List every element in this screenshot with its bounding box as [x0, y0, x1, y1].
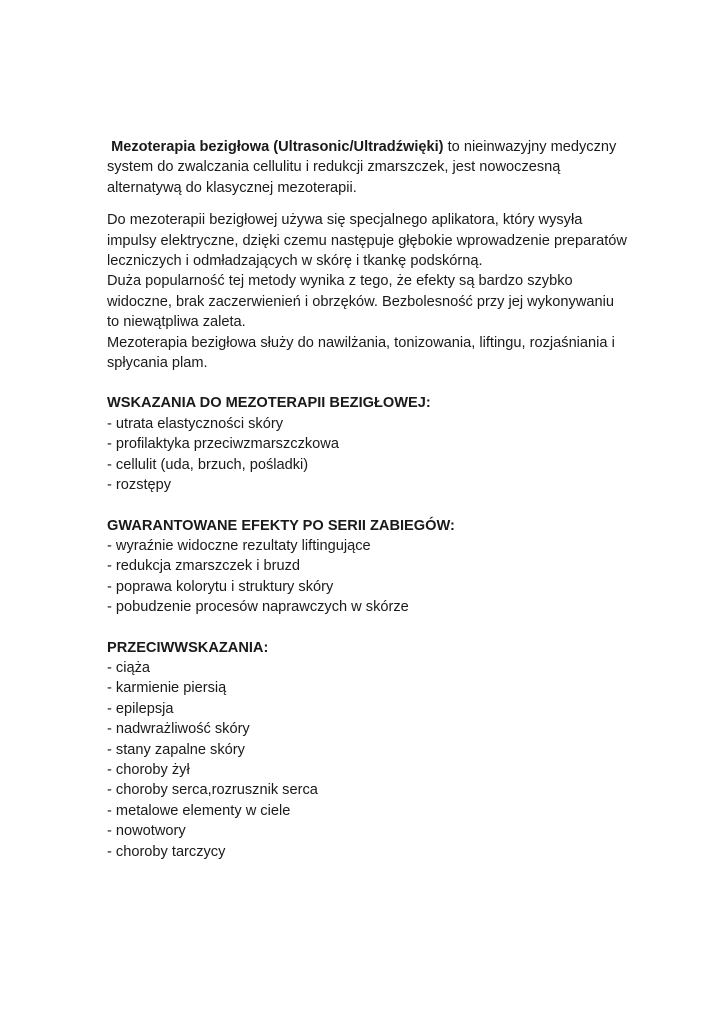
description-paragraph-2: Duża popularność tej metody wynika z tego, że efekty są bardzo szybko widoczne, brak zaczerwienień i obrzęków. Bezbolesność przy jej wykonywaniu to niewątpliwa zaleta. [107, 273, 614, 331]
list-item: - wyraźnie widoczne rezultaty liftingujące [107, 537, 371, 554]
effects-section [107, 516, 627, 618]
contraindications-heading: PRZECIWWSKAZANIA: [107, 639, 269, 656]
intro-text: to nieinwazyjny medyczny system do zwalczania cellulitu i redukcji zmarszczek, jest nowoczesną alternatywą do klasycznej mezoterapii. [107, 139, 617, 196]
description-paragraph-3: Mezoterapia bezigłowa służy do nawilżania, tonizowania, liftingu, rozjaśniania i spłycania plam. [107, 334, 615, 372]
list-item: - rozstępy [107, 477, 172, 494]
indications-heading: WSKAZANIA DO MEZOTERAPII BEZIGŁOWEJ: [107, 395, 431, 412]
intro-bold-lead: Mezoterapia bezigłowa (Ultrasonic/Ultradźwięki) [111, 139, 444, 155]
list-item: - nowotwory [107, 823, 186, 840]
list-item: - ciąża [107, 659, 150, 676]
effects-heading: GWARANTOWANE EFEKTY PO SERII ZABIEGÓW: [107, 517, 455, 534]
indications-section [107, 393, 627, 495]
contraindications-section [107, 638, 627, 862]
description-paragraph-1: Do mezoterapii bezigłowej używa się specjalnego aplikatora, który wysyła impulsy elektryczne, dzięki czemu następuje głębokie wprowadzenie preparatów leczniczych i odmładzających w skórę i tkankę podskórną. [107, 212, 627, 270]
list-item: - choroby tarczycy [107, 843, 226, 860]
list-item: - karmienie piersią [107, 680, 227, 697]
intro-paragraph [107, 137, 627, 198]
indications-list [107, 414, 627, 496]
list-item: - metalowe elementy w ciele [107, 802, 291, 819]
effects-list [107, 536, 627, 618]
list-item: - redukcja zmarszczek i bruzd [107, 558, 301, 575]
contraindications-list [107, 658, 627, 862]
list-item: - choroby żył [107, 761, 190, 778]
list-item: - nadwrażliwość skóry [107, 721, 250, 738]
list-item: - stany zapalne skóry [107, 741, 245, 758]
list-item: - profilaktyka przeciwzmarszczkowa [107, 436, 339, 453]
list-item: - poprawa kolorytu i struktury skóry [107, 578, 334, 595]
list-item: - choroby serca,rozrusznik serca [107, 782, 318, 799]
list-item: - utrata elastyczności skóry [107, 415, 283, 432]
document-page [107, 137, 627, 862]
list-item: - pobudzenie procesów naprawczych w skórze [107, 599, 409, 616]
list-item: - cellulit (uda, brzuch, pośladki) [107, 456, 309, 473]
list-item: - epilepsja [107, 700, 174, 717]
